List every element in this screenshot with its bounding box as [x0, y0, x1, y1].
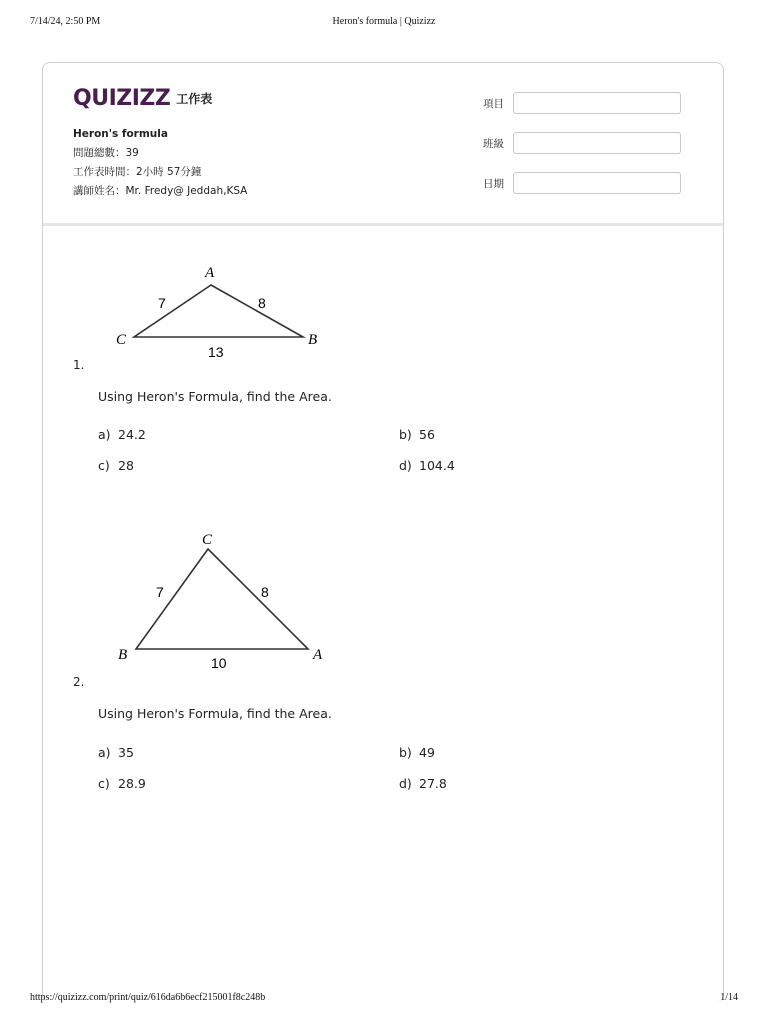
vertex-label: B — [118, 647, 128, 663]
option-d: d) 27.8 — [399, 776, 447, 791]
vertex-label: B — [308, 332, 318, 348]
question-1 — [43, 253, 723, 493]
question-text: Using Heron's Formula, find the Area. — [98, 389, 332, 404]
worksheet-meta — [73, 125, 247, 201]
print-url: https://quizizz.com/print/quiz/616da6b6ecf215001f8c248b — [30, 992, 266, 1003]
vertex-label: A — [205, 265, 215, 281]
side-label: 8 — [261, 584, 269, 600]
option-c: c) 28.9 — [98, 776, 146, 791]
option-c: c) 28 — [98, 458, 134, 473]
teacher-name: 講師姓名：Mr. Fredy@ Jeddah,KSA — [73, 185, 248, 197]
date-label: 日期 — [483, 177, 504, 190]
print-page-number: 1/14 — [720, 992, 738, 1003]
worksheet-card — [42, 62, 724, 1002]
triangle-figure-2 — [108, 527, 368, 677]
vertex-label: C — [116, 332, 127, 348]
quizizz-logo — [73, 83, 212, 113]
option-a: a) 24.2 — [98, 427, 146, 442]
question-number: 2. — [73, 675, 85, 689]
vertex-label: C — [202, 532, 213, 548]
print-header — [30, 16, 738, 32]
subject-input[interactable] — [513, 92, 681, 114]
print-footer — [30, 992, 738, 1006]
vertex-label: A — [313, 647, 323, 663]
option-b: b) 56 — [399, 427, 435, 442]
class-input[interactable] — [513, 132, 681, 154]
print-page-title: Heron's formula | Quizizz — [332, 16, 436, 27]
class-label: 班級 — [483, 137, 504, 150]
subject-label: 項目 — [483, 97, 504, 110]
field-row-subject — [483, 91, 693, 115]
option-d: d) 104.4 — [399, 458, 455, 473]
question-2 — [43, 523, 723, 813]
side-label: 10 — [211, 655, 227, 671]
side-label: 7 — [156, 584, 164, 600]
triangle-shape — [134, 285, 303, 337]
triangle-figure-1 — [108, 259, 358, 359]
field-row-class — [483, 131, 693, 155]
option-b: b) 49 — [399, 745, 435, 760]
date-input[interactable] — [513, 172, 681, 194]
worksheet-time: 工作表時間：2小時 57分鐘 — [73, 166, 202, 178]
side-label: 13 — [208, 344, 224, 359]
side-label: 7 — [158, 295, 166, 311]
worksheet-title: Heron's formula — [73, 128, 168, 140]
logo-wordmark: QUIZIZZ — [73, 85, 171, 111]
logo-tag: 工作表 — [176, 91, 213, 106]
question-text: Using Heron's Formula, find the Area. — [98, 706, 332, 721]
question-count: 問題總數：39 — [73, 147, 139, 159]
option-a: a) 35 — [98, 745, 134, 760]
side-label: 8 — [258, 295, 266, 311]
field-row-date — [483, 171, 693, 195]
print-datetime: 7/14/24, 2:50 PM — [30, 16, 101, 27]
student-fields — [483, 91, 693, 211]
question-number: 1. — [73, 358, 85, 372]
worksheet-header — [43, 63, 723, 226]
